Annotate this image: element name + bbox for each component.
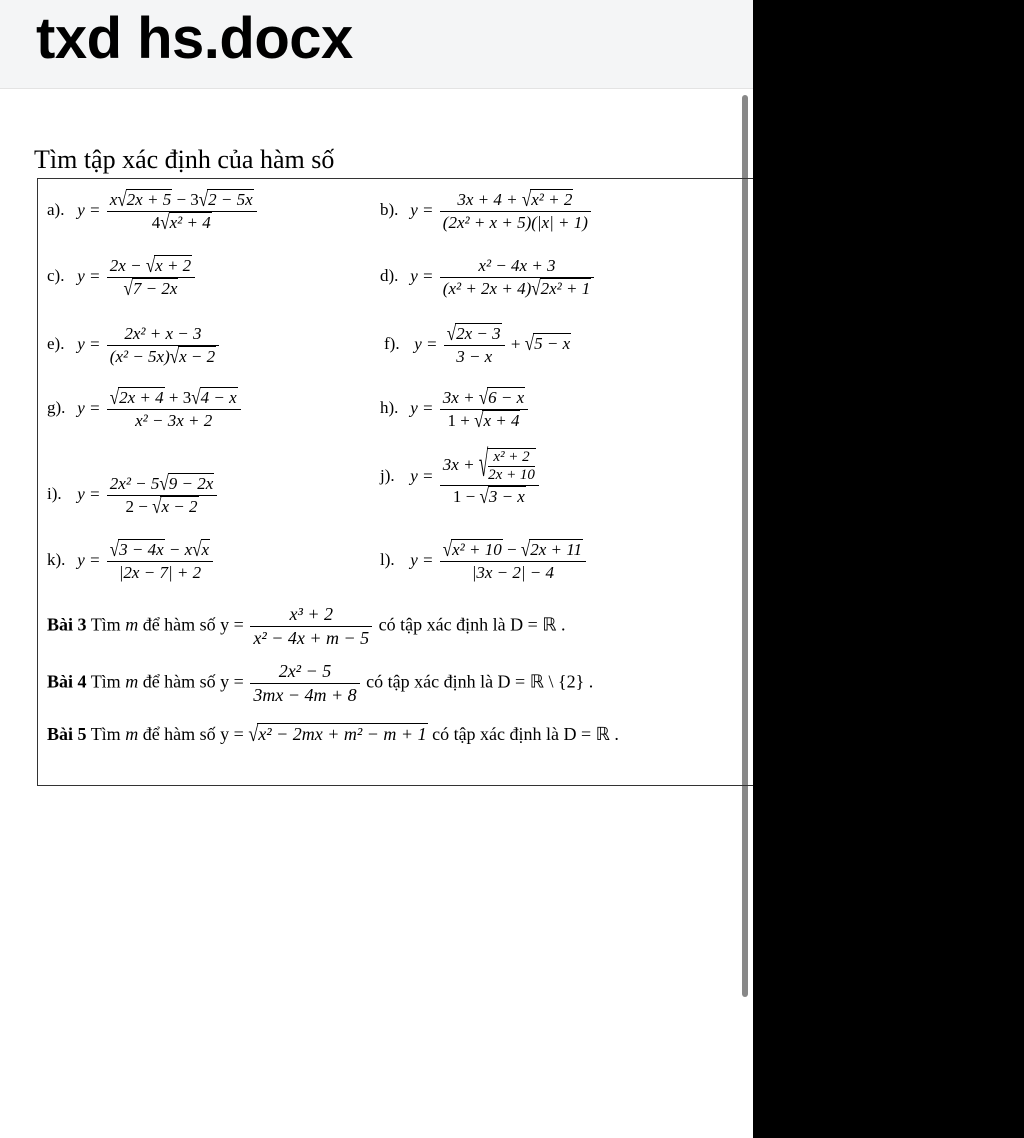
denominator: |2x − 7| + 2 (107, 561, 213, 583)
radicand: x (201, 540, 210, 559)
exercise-e (47, 324, 221, 367)
equation-lhs: y = (77, 398, 101, 418)
problem-bai-3 (47, 604, 566, 649)
numerator (107, 256, 195, 277)
exercise-h (380, 388, 530, 431)
sqrt: √ $\frac{\text{x² + 2}}{2x + 10}$ (478, 442, 535, 485)
radicand: 2x + 11 (530, 540, 582, 559)
term: − (502, 540, 521, 559)
exercise-label: d). (380, 266, 399, 286)
denominator: 3mx − 4m + 8 (250, 683, 359, 706)
numerator: 2x² − 5 (278, 661, 332, 681)
term: 2x − (109, 256, 146, 275)
numerator (440, 540, 586, 561)
denominator (107, 277, 195, 299)
title-bar (0, 0, 753, 89)
exercise-l (380, 540, 588, 583)
term: (x² + 2x + 4) (442, 279, 532, 298)
denominator (107, 345, 219, 367)
equation-lhs: y = (77, 200, 101, 220)
fraction (107, 474, 218, 517)
denominator: x² − 3x + 2 (107, 409, 241, 431)
term: + (506, 334, 525, 354)
radicand: 2x + 5 (126, 190, 172, 209)
denominator: (2x² + x + 5)(|x| + 1) (440, 211, 591, 233)
numerator: x³ + 2 (289, 604, 334, 624)
fraction (107, 324, 219, 367)
numerator: x² − 4x + 3 (478, 256, 556, 275)
problem-bai-5 (47, 721, 619, 746)
sqrt: √2 − 5x (198, 188, 253, 211)
file-title: txd hs.docx (36, 6, 353, 71)
radicand: x − 2 (161, 497, 198, 516)
variable-m: m (125, 724, 139, 744)
equation-lhs: y = (410, 466, 434, 486)
radicand: x + 4 (483, 411, 520, 430)
sqrt: √x − 2 (169, 345, 216, 368)
term: + 3 (164, 388, 192, 407)
denominator (440, 485, 539, 507)
sqrt: √x + 2 (145, 254, 192, 277)
sqrt: √4 − x (191, 386, 237, 409)
radicand: x − 2 (179, 347, 216, 366)
radicand: 3 − x (488, 487, 525, 506)
equation-lhs: y = (410, 200, 434, 220)
equation-lhs: y = (77, 334, 101, 354)
equation-lhs: y = (414, 334, 438, 354)
problem-text: để hàm số y = (138, 724, 249, 744)
exercise-label: k). (47, 550, 66, 570)
sqrt: √x² + 2 (521, 188, 573, 211)
equation-lhs: y = (77, 550, 101, 570)
variable-m: m (125, 614, 139, 635)
term: x (109, 190, 118, 209)
radicand: 2x + 4 (119, 388, 164, 407)
radicand: 7 − 2x (132, 279, 178, 298)
fraction (440, 442, 539, 508)
problem-text: Tìm (86, 671, 126, 692)
term: 2 − (125, 497, 153, 516)
radicand: x² + 2 (531, 190, 573, 209)
problem-title: Bài 5 (47, 724, 87, 744)
numerator (440, 190, 591, 211)
term: − x (164, 540, 193, 559)
radicand: 6 − x (488, 388, 525, 407)
term: − 3 (172, 190, 199, 209)
denominator (440, 409, 528, 431)
sqrt: √x − 2 (152, 495, 198, 518)
radicand: 2x² + 1 (540, 279, 591, 298)
exercise-label: f). (384, 334, 400, 354)
sqrt: √x² − 2mx + m² − m + 1 (248, 721, 427, 746)
radicand: 2x − 3 (456, 324, 501, 343)
fraction (107, 388, 241, 431)
sqrt: √2x − 3 (446, 322, 501, 345)
problem-text: có tập xác định là D = ℝ \ {2} . (361, 671, 594, 692)
equation-lhs: y = (77, 484, 101, 504)
problem-text: có tập xác định là D = ℝ . (374, 614, 566, 635)
term: 3x + 4 + (457, 190, 522, 209)
exercise-label: i). (47, 484, 62, 504)
exercise-c (47, 256, 197, 299)
inner-denominator: 2x + 10 (488, 467, 535, 483)
equation-lhs: y = (410, 266, 434, 286)
exercise-j (380, 442, 541, 508)
exercise-label: j). (380, 466, 395, 486)
exercise-i (47, 474, 219, 517)
sqrt: √3 − 4x (109, 538, 164, 561)
numerator (107, 388, 241, 409)
fraction (440, 388, 528, 431)
radicand: x² − 2mx + m² − m + 1 (258, 724, 427, 744)
radicand: 4 − x (200, 388, 237, 407)
numerator (444, 324, 505, 345)
radicand: x² + 4 (169, 213, 211, 232)
sqrt: √2x + 11 (520, 538, 582, 561)
equation-lhs: y = (410, 398, 434, 418)
denominator: 3 − x (444, 345, 505, 367)
denominator (107, 495, 218, 517)
fraction (440, 540, 586, 583)
problem-text: Tìm (86, 614, 126, 635)
problem-text: để hàm số y = (138, 671, 249, 692)
numerator: 2x² + x − 3 (124, 324, 202, 343)
term: 3x + (442, 388, 479, 407)
term: 1 + (447, 411, 475, 430)
sqrt: √2x² + 1 (531, 277, 591, 300)
radicand: 2 − 5x (208, 190, 253, 209)
exercise-label: c). (47, 266, 65, 286)
term: 2x² − 5 (109, 474, 160, 493)
exercise-label: h). (380, 398, 399, 418)
exercise-label: e). (47, 334, 65, 354)
sqrt: √3 − x (479, 485, 525, 508)
exercise-b (380, 190, 593, 233)
fraction (107, 190, 257, 233)
radicand: x² + 10 (452, 540, 502, 559)
term: (x² − 5x) (109, 347, 170, 366)
fraction (250, 604, 372, 649)
doc-heading: Tìm tập xác định của hàm số (34, 145, 335, 174)
exercise-label: a). (47, 200, 65, 220)
term: 3x + (442, 454, 479, 474)
fraction (250, 661, 359, 706)
term: 1 − (452, 487, 480, 506)
numerator (107, 540, 213, 561)
fraction (444, 324, 505, 367)
sqrt: √2x + 4 (109, 386, 164, 409)
problem-text: có tập xác định là D = ℝ . (427, 724, 619, 744)
equation-lhs: y = (77, 266, 101, 286)
sqrt: √9 − 2x (159, 472, 214, 495)
exercise-label: l). (380, 550, 395, 570)
inner-numerator: x² + 2 (493, 449, 530, 465)
exercise-d (380, 256, 596, 299)
sqrt: √x² + 4 (160, 211, 211, 234)
sqrt: √6 − x (478, 386, 525, 409)
sqrt: √x + 4 (474, 409, 520, 432)
problem-text: Tìm (86, 724, 126, 744)
numerator (440, 388, 528, 409)
sqrt: √2x + 5 (117, 188, 172, 211)
sqrt: √5 − x (524, 332, 571, 356)
exercise-g (47, 388, 243, 431)
problem-bai-4 (47, 661, 593, 706)
problem-title: Bài 4 (47, 671, 87, 692)
radicand: x + 2 (155, 256, 192, 275)
radicand: 3 − 4x (119, 540, 164, 559)
sqrt: √x² + 10 (442, 538, 502, 561)
sqrt: √7 − 2x (123, 277, 178, 300)
numerator (107, 474, 218, 495)
exercise-label: g). (47, 398, 66, 418)
equation-lhs: y = (410, 550, 434, 570)
sqrt: √x (192, 538, 210, 561)
exercise-k (47, 540, 215, 583)
radicand (487, 448, 536, 484)
problem-title: Bài 3 (47, 614, 87, 635)
exercise-a (47, 190, 259, 233)
variable-m: m (125, 671, 139, 692)
exercise-f (384, 324, 571, 367)
denominator: x² − 4x + m − 5 (250, 626, 372, 649)
denominator (107, 211, 257, 233)
radicand: 5 − x (534, 334, 571, 354)
exercise-label: b). (380, 200, 399, 220)
term: 4 (151, 213, 161, 232)
numerator (107, 190, 257, 211)
fraction (440, 190, 591, 233)
fraction (107, 540, 213, 583)
fraction (107, 256, 195, 299)
fraction (440, 256, 594, 299)
problem-text: để hàm số y = (138, 614, 249, 635)
numerator (440, 442, 539, 485)
denominator (440, 277, 594, 299)
radicand: 9 − 2x (168, 474, 214, 493)
denominator: |3x − 2| − 4 (440, 561, 586, 583)
